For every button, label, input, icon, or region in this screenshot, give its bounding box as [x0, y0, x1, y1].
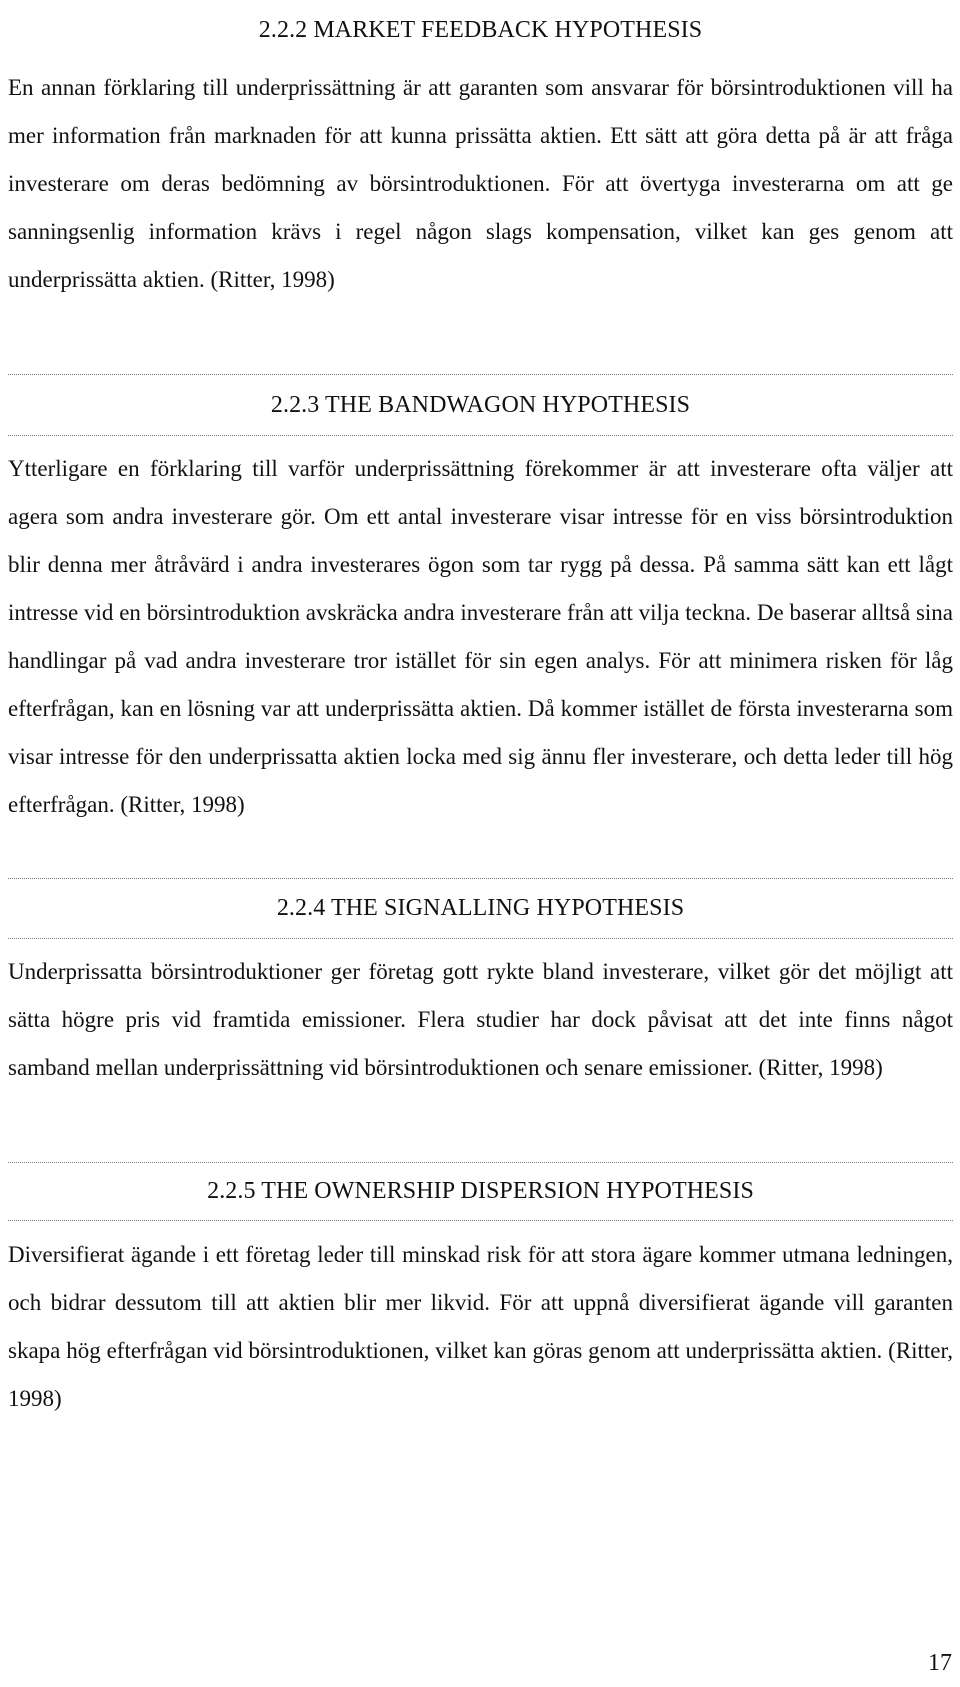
section-divider	[8, 1162, 953, 1163]
section-divider	[8, 374, 953, 375]
heading-underline	[8, 435, 953, 436]
section-heading: 2.2.2 MARKET FEEDBACK HYPOTHESIS	[258, 17, 703, 43]
section-ownership-dispersion	[8, 1177, 953, 1423]
section-body: Diversifierat ägande i ett företag leder till minskad risk för att stora ägare kommer utmana ledningen, och bidrar dessutom till att aktien blir mer likvid. För att uppnå diversifierat ägande vill garanten skapa hög efterfrågan vid börsintroduktionen, vilket kan göras genom att underprissätta aktien. (Ritter, 1998)	[8, 1242, 953, 1411]
heading-underline	[8, 1220, 953, 1221]
section-market-feedback	[8, 16, 953, 304]
section-heading: 2.2.4 THE SIGNALLING HYPOTHESIS	[276, 895, 685, 921]
page-number: 17	[928, 1650, 952, 1676]
section-bandwagon	[8, 391, 953, 829]
section-body: En annan förklaring till underprissättning är att garanten som ansvarar för börsintroduktionen vill ha mer information från marknaden för att kunna prissätta aktien. Ett sätt att göra detta på är att fråga investerare om deras bedömning av börsintroduktionen. För att övertyga investerarna om att ge sanningsenlig information krävs i regel någon slags kompensation, vilket kan ges genom att underprissätta aktien. (Ritter, 1998)	[8, 75, 953, 292]
section-signalling	[8, 894, 953, 1092]
section-divider	[8, 878, 953, 879]
heading-underline	[8, 938, 953, 939]
section-body: Ytterligare en förklaring till varför underprissättning förekommer är att investerare ofta väljer att agera som andra investerare gör. Om ett antal investerare visar intresse för en viss börsintroduktion blir denna mer åtråvärd i andra investerares ögon som tar rygg på dessa. På samma sätt kan ett lågt intresse vid en börsintroduktion avskräcka andra investerare från att vilja teckna. De baserar alltså sina handlingar på vad andra investerare tror istället för sin egen analys. För att minimera risken för låg efterfrågan, kan en lösning var att underprissätta aktien. Då kommer istället de första investerarna som visar intresse för den underprissatta aktien locka med sig ännu fler investerare, och detta leder till hög efterfrågan. (Ritter, 1998)	[8, 456, 953, 817]
section-heading: 2.2.3 THE BANDWAGON HYPOTHESIS	[270, 392, 691, 418]
section-heading: 2.2.5 THE OWNERSHIP DISPERSION HYPOTHESIS	[207, 1178, 754, 1204]
section-body: Underprissatta börsintroduktioner ger företag gott rykte bland investerare, vilket gör det möjligt att sätta högre pris vid framtida emissioner. Flera studier har dock påvisat att det inte finns något samband mellan underprissättning vid börsintroduktionen och senare emissioner. (Ritter, 1998)	[8, 959, 953, 1080]
